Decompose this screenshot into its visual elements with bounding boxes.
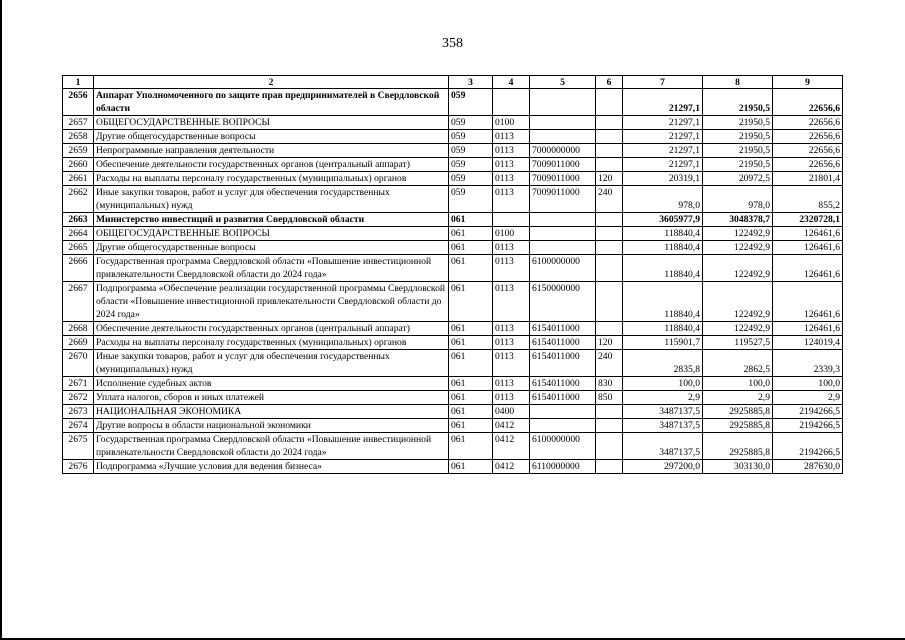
table-row [63, 419, 843, 433]
expense-type-cell: 240 [596, 350, 623, 377]
target-article-cell [530, 116, 596, 130]
expense-type-cell [596, 322, 623, 336]
amount-year2-cell: 100,0 [703, 377, 773, 391]
expense-type-cell [596, 89, 623, 116]
amount-year1-cell: 21297,1 [623, 144, 703, 158]
section-code-cell: 0113 [493, 144, 530, 158]
table-row [63, 144, 843, 158]
target-article-cell [530, 419, 596, 433]
amount-year1-cell: 978,0 [623, 186, 703, 213]
section-code-cell: 0113 [493, 241, 530, 255]
expense-type-cell: 120 [596, 336, 623, 350]
amount-year3-cell: 21801,4 [773, 172, 843, 186]
expense-type-cell [596, 130, 623, 144]
amount-year1-cell: 100,0 [623, 377, 703, 391]
header-cell: 7 [623, 76, 703, 89]
amount-year3-cell: 22656,6 [773, 130, 843, 144]
row-number-cell: 2657 [63, 116, 94, 130]
amount-year3-cell: 126461,6 [773, 241, 843, 255]
ministry-code-cell: 061 [449, 433, 493, 460]
expense-type-cell [596, 144, 623, 158]
table-row [63, 282, 843, 322]
amount-year3-cell: 2194266,5 [773, 433, 843, 460]
amount-year3-cell: 22656,6 [773, 144, 843, 158]
table-row [63, 213, 843, 227]
item-name-cell: Иные закупки товаров, работ и услуг для обеспечения государственных (муниципальных) нужд [94, 350, 449, 377]
item-name-cell: Непрограммные направления деятельности [94, 144, 449, 158]
section-code-cell: 0113 [493, 255, 530, 282]
table-row [63, 405, 843, 419]
table-header-row [63, 76, 843, 89]
item-name-cell: ОБЩЕГОСУДАРСТВЕННЫЕ ВОПРОСЫ [94, 227, 449, 241]
target-article-cell: 6154011000 [530, 322, 596, 336]
table-body [63, 89, 843, 474]
header-cell: 3 [449, 76, 493, 89]
row-number-cell: 2669 [63, 336, 94, 350]
expense-type-cell: 120 [596, 172, 623, 186]
header-cell: 5 [530, 76, 596, 89]
expense-type-cell [596, 419, 623, 433]
section-code-cell: 0100 [493, 227, 530, 241]
table-row [63, 158, 843, 172]
ministry-code-cell: 059 [449, 116, 493, 130]
ministry-code-cell: 061 [449, 241, 493, 255]
target-article-cell: 6154011000 [530, 336, 596, 350]
amount-year2-cell: 2925885,8 [703, 419, 773, 433]
expense-type-cell: 240 [596, 186, 623, 213]
ministry-code-cell: 061 [449, 419, 493, 433]
amount-year2-cell: 21950,5 [703, 130, 773, 144]
amount-year2-cell: 122492,9 [703, 255, 773, 282]
ministry-code-cell: 061 [449, 322, 493, 336]
expense-type-cell [596, 282, 623, 322]
header-cell: 1 [63, 76, 94, 89]
table-row [63, 433, 843, 460]
amount-year2-cell: 122492,9 [703, 227, 773, 241]
item-name-cell: Иные закупки товаров, работ и услуг для обеспечения государственных (муниципальных) нужд [94, 186, 449, 213]
section-code-cell [493, 213, 530, 227]
ministry-code-cell: 061 [449, 377, 493, 391]
ministry-code-cell: 061 [449, 336, 493, 350]
row-number-cell: 2660 [63, 158, 94, 172]
amount-year1-cell: 118840,4 [623, 322, 703, 336]
amount-year2-cell: 20972,5 [703, 172, 773, 186]
page-number: 358 [442, 36, 463, 51]
section-code-cell: 0113 [493, 391, 530, 405]
amount-year1-cell: 3605977,9 [623, 213, 703, 227]
item-name-cell: Другие вопросы в области национальной экономики [94, 419, 449, 433]
item-name-cell: Другие общегосударственные вопросы [94, 241, 449, 255]
row-number-cell: 2656 [63, 89, 94, 116]
amount-year2-cell: 2925885,8 [703, 405, 773, 419]
amount-year3-cell: 2320728,1 [773, 213, 843, 227]
target-article-cell [530, 130, 596, 144]
amount-year1-cell: 2835,8 [623, 350, 703, 377]
section-code-cell: 0113 [493, 186, 530, 213]
amount-year3-cell: 2339,3 [773, 350, 843, 377]
section-code-cell: 0412 [493, 419, 530, 433]
row-number-cell: 2663 [63, 213, 94, 227]
target-article-cell [530, 213, 596, 227]
row-number-cell: 2671 [63, 377, 94, 391]
amount-year1-cell: 297200,0 [623, 460, 703, 474]
row-number-cell: 2675 [63, 433, 94, 460]
ministry-code-cell: 061 [449, 255, 493, 282]
item-name-cell: Аппарат Уполномоченного по защите прав предпринимателей в Свердловской области [94, 89, 449, 116]
amount-year1-cell: 21297,1 [623, 89, 703, 116]
header-cell: 8 [703, 76, 773, 89]
ministry-code-cell: 061 [449, 282, 493, 322]
header-cell: 9 [773, 76, 843, 89]
target-article-cell: 7009011000 [530, 186, 596, 213]
ministry-code-cell: 061 [449, 213, 493, 227]
section-code-cell: 0113 [493, 350, 530, 377]
expense-type-cell: 830 [596, 377, 623, 391]
table-row [63, 391, 843, 405]
amount-year1-cell: 118840,4 [623, 255, 703, 282]
amount-year3-cell: 126461,6 [773, 227, 843, 241]
target-article-cell: 6154011000 [530, 350, 596, 377]
row-number-cell: 2668 [63, 322, 94, 336]
row-number-cell: 2665 [63, 241, 94, 255]
amount-year3-cell: 124019,4 [773, 336, 843, 350]
amount-year3-cell: 22656,6 [773, 89, 843, 116]
target-article-cell [530, 405, 596, 419]
target-article-cell [530, 241, 596, 255]
item-name-cell: Подпрограмма «Обеспечение реализации государственной программы Свердловской области «Повышение инвестиционной привлекательности Свердловской области до 2024 года» [94, 282, 449, 322]
target-article-cell: 7009011000 [530, 158, 596, 172]
expense-type-cell [596, 158, 623, 172]
amount-year1-cell: 118840,4 [623, 227, 703, 241]
ministry-code-cell: 061 [449, 350, 493, 377]
amount-year1-cell: 3487137,5 [623, 433, 703, 460]
target-article-cell: 6110000000 [530, 460, 596, 474]
row-number-cell: 2670 [63, 350, 94, 377]
table-row [63, 255, 843, 282]
amount-year2-cell: 3048378,7 [703, 213, 773, 227]
section-code-cell: 0113 [493, 130, 530, 144]
table-row [63, 130, 843, 144]
amount-year1-cell: 21297,1 [623, 158, 703, 172]
section-code-cell: 0412 [493, 460, 530, 474]
table-row [63, 227, 843, 241]
amount-year1-cell: 21297,1 [623, 130, 703, 144]
section-code-cell: 0412 [493, 433, 530, 460]
amount-year2-cell: 122492,9 [703, 322, 773, 336]
amount-year3-cell: 855,2 [773, 186, 843, 213]
expense-type-cell [596, 213, 623, 227]
item-name-cell: Государственная программа Свердловской области «Повышение инвестиционной привлекательности Свердловской области до 2024 года» [94, 255, 449, 282]
expense-type-cell [596, 433, 623, 460]
ministry-code-cell: 059 [449, 130, 493, 144]
section-code-cell: 0113 [493, 158, 530, 172]
amount-year1-cell: 2,9 [623, 391, 703, 405]
amount-year3-cell: 2194266,5 [773, 405, 843, 419]
amount-year2-cell: 2862,5 [703, 350, 773, 377]
amount-year2-cell: 21950,5 [703, 116, 773, 130]
ministry-code-cell: 059 [449, 186, 493, 213]
table-row [63, 322, 843, 336]
item-name-cell: Расходы на выплаты персоналу государственных (муниципальных) органов [94, 172, 449, 186]
ministry-code-cell: 059 [449, 172, 493, 186]
amount-year1-cell: 20319,1 [623, 172, 703, 186]
row-number-cell: 2666 [63, 255, 94, 282]
amount-year1-cell: 3487137,5 [623, 405, 703, 419]
item-name-cell: Подпрограмма «Лучшие условия для ведения бизнеса» [94, 460, 449, 474]
item-name-cell: Исполнение судебных актов [94, 377, 449, 391]
ministry-code-cell: 059 [449, 158, 493, 172]
amount-year2-cell: 2,9 [703, 391, 773, 405]
table-row [63, 336, 843, 350]
row-number-cell: 2658 [63, 130, 94, 144]
item-name-cell: Государственная программа Свердловской области «Повышение инвестиционной привлекательности Свердловской области до 2024 года» [94, 433, 449, 460]
ministry-code-cell: 059 [449, 89, 493, 116]
ministry-code-cell: 061 [449, 460, 493, 474]
target-article-cell [530, 89, 596, 116]
amount-year3-cell: 126461,6 [773, 255, 843, 282]
section-code-cell: 0400 [493, 405, 530, 419]
header-cell: 6 [596, 76, 623, 89]
item-name-cell: Другие общегосударственные вопросы [94, 130, 449, 144]
row-number-cell: 2664 [63, 227, 94, 241]
ministry-code-cell: 061 [449, 405, 493, 419]
item-name-cell: Расходы на выплаты персоналу государственных (муниципальных) органов [94, 336, 449, 350]
amount-year1-cell: 118840,4 [623, 241, 703, 255]
amount-year2-cell: 21950,5 [703, 144, 773, 158]
header-cell: 2 [94, 76, 449, 89]
item-name-cell: Обеспечение деятельности государственных органов (центральный аппарат) [94, 158, 449, 172]
table-row [63, 89, 843, 116]
amount-year3-cell: 22656,6 [773, 116, 843, 130]
section-code-cell: 0113 [493, 322, 530, 336]
row-number-cell: 2674 [63, 419, 94, 433]
budget-table [62, 75, 843, 474]
section-code-cell: 0113 [493, 377, 530, 391]
amount-year2-cell: 119527,5 [703, 336, 773, 350]
amount-year1-cell: 118840,4 [623, 282, 703, 322]
amount-year3-cell: 126461,6 [773, 282, 843, 322]
target-article-cell: 7000000000 [530, 144, 596, 158]
expense-type-cell [596, 241, 623, 255]
table-row [63, 460, 843, 474]
amount-year2-cell: 303130,0 [703, 460, 773, 474]
amount-year1-cell: 21297,1 [623, 116, 703, 130]
amount-year2-cell: 2925885,8 [703, 433, 773, 460]
target-article-cell: 6100000000 [530, 255, 596, 282]
expense-type-cell [596, 460, 623, 474]
row-number-cell: 2659 [63, 144, 94, 158]
header-cell: 4 [493, 76, 530, 89]
amount-year3-cell: 2,9 [773, 391, 843, 405]
expense-type-cell [596, 227, 623, 241]
table-row [63, 241, 843, 255]
section-code-cell: 0113 [493, 172, 530, 186]
row-number-cell: 2672 [63, 391, 94, 405]
ministry-code-cell: 061 [449, 391, 493, 405]
table-row [63, 116, 843, 130]
amount-year3-cell: 2194266,5 [773, 419, 843, 433]
row-number-cell: 2661 [63, 172, 94, 186]
amount-year2-cell: 122492,9 [703, 282, 773, 322]
target-article-cell: 7009011000 [530, 172, 596, 186]
amount-year3-cell: 287630,0 [773, 460, 843, 474]
amount-year1-cell: 115901,7 [623, 336, 703, 350]
amount-year2-cell: 122492,9 [703, 241, 773, 255]
table-row [63, 377, 843, 391]
target-article-cell: 6154011000 [530, 377, 596, 391]
ministry-code-cell: 059 [449, 144, 493, 158]
target-article-cell: 6100000000 [530, 433, 596, 460]
expense-type-cell: 850 [596, 391, 623, 405]
row-number-cell: 2673 [63, 405, 94, 419]
amount-year2-cell: 21950,5 [703, 89, 773, 116]
amount-year1-cell: 3487137,5 [623, 419, 703, 433]
amount-year3-cell: 100,0 [773, 377, 843, 391]
expense-type-cell [596, 116, 623, 130]
item-name-cell: Уплата налогов, сборов и иных платежей [94, 391, 449, 405]
section-code-cell: 0113 [493, 336, 530, 350]
ministry-code-cell: 061 [449, 227, 493, 241]
table-row [63, 172, 843, 186]
target-article-cell: 6150000000 [530, 282, 596, 322]
table-row [63, 186, 843, 213]
target-article-cell: 6154011000 [530, 391, 596, 405]
amount-year2-cell: 21950,5 [703, 158, 773, 172]
table-row [63, 350, 843, 377]
row-number-cell: 2667 [63, 282, 94, 322]
expense-type-cell [596, 255, 623, 282]
amount-year3-cell: 126461,6 [773, 322, 843, 336]
amount-year3-cell: 22656,6 [773, 158, 843, 172]
row-number-cell: 2662 [63, 186, 94, 213]
amount-year2-cell: 978,0 [703, 186, 773, 213]
row-number-cell: 2676 [63, 460, 94, 474]
section-code-cell [493, 89, 530, 116]
expense-type-cell [596, 405, 623, 419]
target-article-cell [530, 227, 596, 241]
item-name-cell: ОБЩЕГОСУДАРСТВЕННЫЕ ВОПРОСЫ [94, 116, 449, 130]
item-name-cell: НАЦИОНАЛЬНАЯ ЭКОНОМИКА [94, 405, 449, 419]
item-name-cell: Министерство инвестиций и развития Свердловской области [94, 213, 449, 227]
item-name-cell: Обеспечение деятельности государственных органов (центральный аппарат) [94, 322, 449, 336]
section-code-cell: 0100 [493, 116, 530, 130]
section-code-cell: 0113 [493, 282, 530, 322]
